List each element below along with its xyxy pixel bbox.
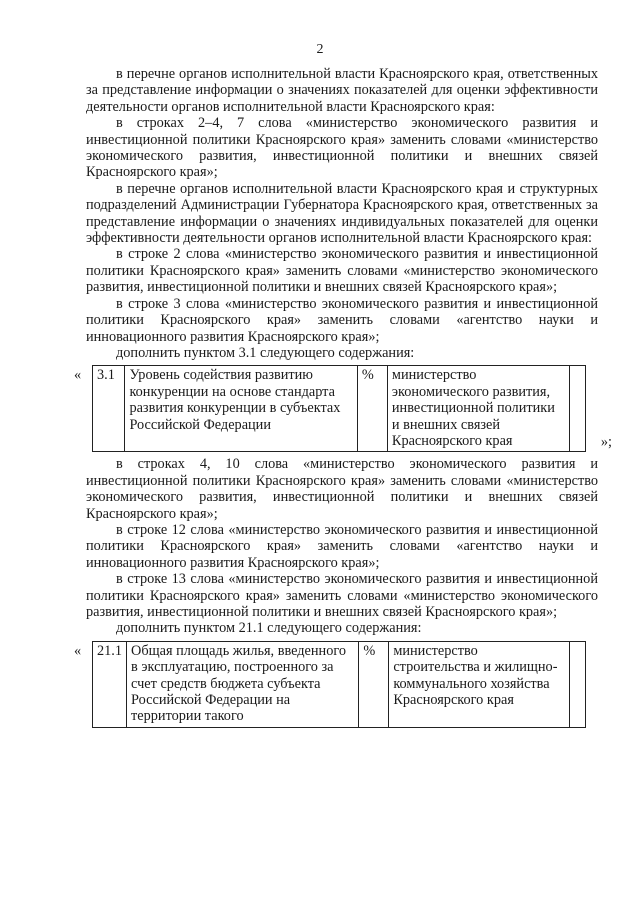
- row-number: 3.1: [93, 366, 125, 452]
- paragraph: в строках 2–4, 7 слова «министерство экономического развития и инвестиционной политики Красноярского края» заменить словами «министерство экономического развития, инвестиционной политики и внешних связей Красноярского края»;: [86, 115, 598, 181]
- paragraph: в строке 12 слова «министерство экономического развития и инвестиционной политики Красноярского края» заменить словами «агентство науки и инновационного развития Красноярского края»;: [86, 521, 598, 571]
- responsible-body: министерство строительства и жилищно-коммунального хозяйства Красноярского края: [389, 641, 569, 727]
- inserted-row-3-1: [74, 365, 612, 452]
- paragraph: дополнить пунктом 3.1 следующего содержания:: [116, 344, 415, 361]
- paragraph: в строках 4, 10 слова «министерство экономического развития и инвестиционной политики Красноярского края» заменить словами «министерство экономического развития, инвестиционной политики и внешних связей Красноярского края»;: [86, 456, 598, 522]
- paragraph: в перечне органов исполнительной власти Красноярского края, ответственных за представление информации о значениях показателей для оценки эффективности деятельности органов исполнительной власти Красноярского края:: [86, 66, 598, 115]
- page-number: 2: [316, 42, 324, 57]
- unit: %: [359, 641, 389, 727]
- open-quote: «: [74, 367, 82, 384]
- indicator-name: Уровень содействия развитию конкуренции на основе стандарта развития конкуренции в субъектах Российской Федерации: [125, 366, 357, 452]
- close-quote: »;: [600, 433, 612, 450]
- paragraph: в строке 3 слова «министерство экономического развития и инвестиционной политики Красноярского края» заменить словами «агентство науки и инновационного развития Красноярского края»;: [86, 295, 598, 345]
- document-body: [74, 66, 612, 732]
- table-row: [93, 366, 586, 452]
- inserted-row-21-1: [74, 641, 598, 728]
- indicator-name: Общая площадь жилья, введенного в эксплуатацию, построенного за счет средств бюджета субъекта Российской Федерации на территории такого: [127, 641, 359, 727]
- paragraph: дополнить пунктом 21.1 следующего содержания:: [116, 620, 422, 637]
- open-quote: «: [74, 642, 82, 659]
- indicator-table-1: [92, 365, 586, 452]
- empty-cell: [569, 641, 585, 727]
- paragraph: в строке 2 слова «министерство экономического развития и инвестиционной политики Красноярского края» заменить словами «министерство экономического развития, инвестиционной политики и внешних связей Красноярского края»;: [86, 246, 598, 296]
- paragraph: в перечне органов исполнительной власти Красноярского края и структурных подразделений Администрации Губернатора Красноярского края, ответственных за представление информации о значениях индивидуальных показателей для оценки эффективности деятельности органов исполнительной власти Красноярского края:: [86, 180, 598, 247]
- paragraph: в строке 13 слова «министерство экономического развития и инвестиционной политики Красноярского края» заменить словами «министерство экономического развития, инвестиционной политики и внешних связей Красноярского края»;: [86, 571, 598, 620]
- table-row: [93, 641, 586, 727]
- indicator-table-2: [92, 641, 586, 728]
- row-number: 21.1: [93, 641, 127, 727]
- empty-cell: [569, 366, 585, 452]
- unit: %: [357, 366, 387, 452]
- responsible-body: министерство экономического развития, инвестиционной политики и внешних связей Красноярского края: [387, 366, 569, 452]
